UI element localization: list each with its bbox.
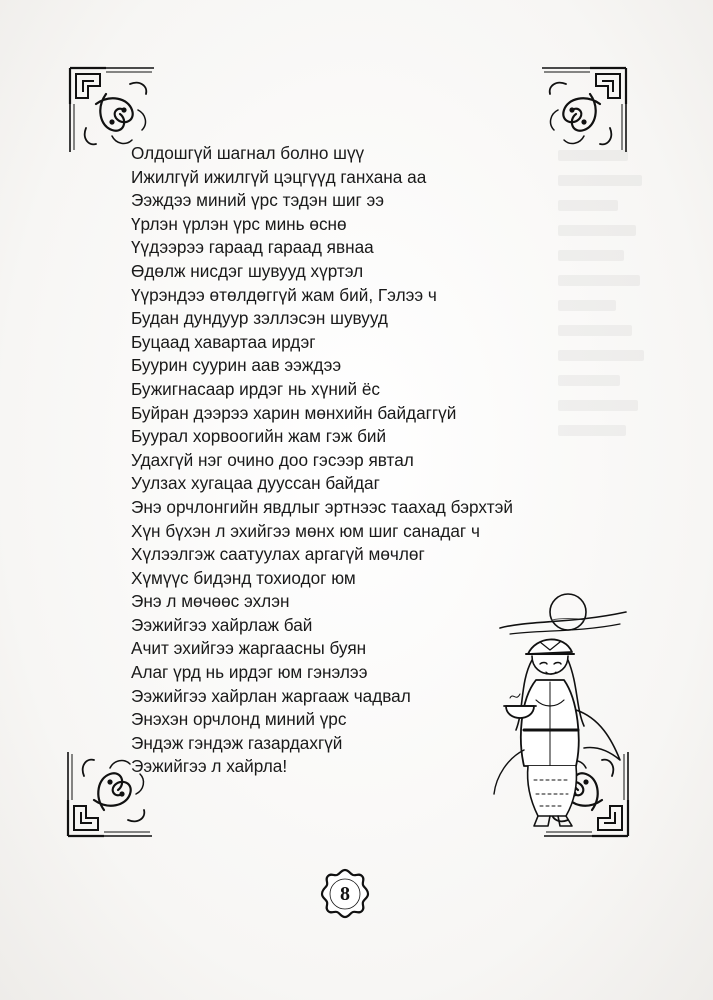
poem-line: Ижилгүй ижилгүй цэцгүүд ганхана аа [131,166,427,187]
poem-line: Алаг үрд нь ирдэг юм гэнэлээ [131,662,368,683]
corner-ornament-top-right-icon [538,64,630,156]
poem-line: Буйран дээрээ харин мөнхийн байдаггүй [131,402,457,423]
page-number-badge [318,867,372,921]
poem-line: Эндэж гэндэж газардахгүй [131,732,343,753]
poem-line: Үүрэндээ өтөлдөггүй жам бий, Гэлээ ч [131,284,437,305]
poem-line: Энэ л мөчөөс эхлэн [131,591,290,612]
poem-line: Ачит эхийгээ жаргаасны буян [131,638,367,659]
poem-line: Буурал хорвоогийн жам гэж бий [131,426,387,447]
poem-line: Хүмүүс бидэнд тохиодог юм [131,567,356,588]
poem-line: Бужигнасаар ирдэг нь хүний ёс [131,378,380,399]
poem-line: Ээжийгээ л хайрла! [131,756,288,777]
poem-line: Энэхэн орчлонд миний үрс [131,709,347,730]
poem-line: Үрлэн үрлэн үрс минь өснө [131,213,347,234]
poem-line: Энэ орчлонгийн явдлыг эртнээс таахад бэрхтэй [131,496,514,517]
page-number: 8 [340,883,350,905]
girl-with-bowl-illustration-icon [480,590,630,830]
poem-line: Ээждээ миний үрс тэдэн шиг ээ [131,190,385,211]
poem-line: Буурин суурин аав ээждээ [131,355,342,376]
poem-text [131,142,513,779]
poem-line: Удахгүй нэг очино доо гэсээр явтал [131,449,414,470]
poem-line: Олдошгүй шагнал болно шүү [131,143,365,163]
poem-line: Өдөлж нисдэг шувууд хүртэл [131,260,364,281]
poem-line: Буцаад хавартаа ирдэг [131,331,316,352]
poem-line: Ээжийгээ хайрлан жаргааж чадвал [131,685,411,706]
poem-line: Үүдээрээ гараад гараад явнаа [131,237,374,258]
poem-line: Ээжийгээ хайрлаж бай [131,614,313,635]
poem-line: Хүн бүхэн л эхийгээ мөнх юм шиг санадаг ч [131,520,480,541]
poem-line: Будан дундуур зэллэсэн шувууд [131,308,388,329]
poem-line: Уулзах хугацаа дууссан байдаг [131,473,380,494]
poem-line: Хүлээлгэж саатуулах аргагүй мөчлөг [131,544,425,565]
show-through-texture [558,150,648,450]
